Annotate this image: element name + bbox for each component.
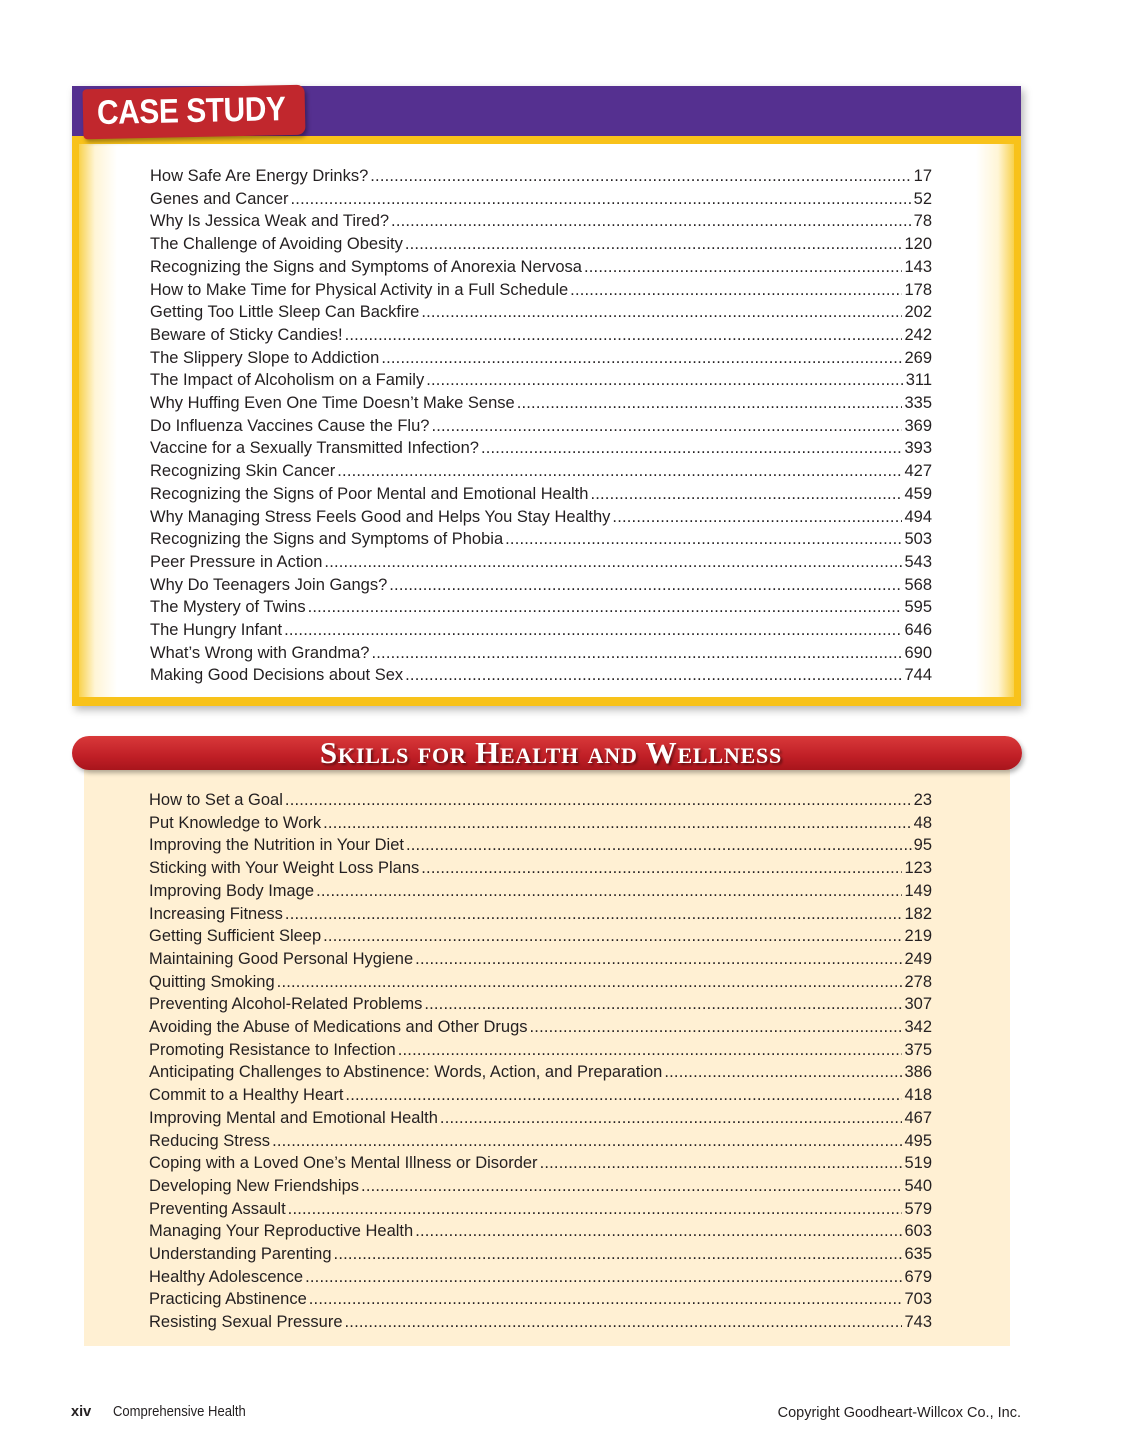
- toc-entry: [149, 903, 932, 926]
- toc-entry: [150, 415, 932, 438]
- toc-entry-title: Why Huffing Even One Time Doesn’t Make Sense: [150, 394, 515, 413]
- toc-entry: [149, 1130, 932, 1153]
- toc-entry: [150, 437, 932, 460]
- toc-entry: [149, 1243, 932, 1266]
- toc-entry-page: 369: [904, 416, 932, 435]
- toc-entry-page: 595: [904, 598, 932, 617]
- toc-entry: [150, 279, 932, 302]
- toc-entry: [149, 1288, 932, 1311]
- dot-leader: [324, 551, 902, 574]
- toc-entry-page: 242: [904, 325, 932, 344]
- dot-leader: [431, 415, 902, 438]
- toc-entry-page: 579: [904, 1199, 932, 1218]
- dot-leader: [284, 619, 902, 642]
- toc-entry: [150, 233, 932, 256]
- toc-entry-title: Healthy Adolescence: [149, 1267, 304, 1286]
- toc-entry-title: Coping with a Loved One’s Mental Illness or Disorder: [149, 1154, 538, 1173]
- toc-entry-title: Understanding Parenting: [149, 1245, 332, 1264]
- toc-entry-title: Maintaining Good Personal Hygiene: [149, 949, 414, 968]
- toc-entry-page: 543: [904, 552, 932, 571]
- dot-leader: [334, 1243, 903, 1266]
- dot-leader: [345, 1311, 903, 1334]
- toc-entry-title: Making Good Decisions about Sex: [150, 666, 404, 685]
- dot-leader: [530, 1016, 903, 1039]
- toc-entry-title: Why Managing Stress Feels Good and Helps You Stay Healthy: [150, 507, 611, 526]
- dot-leader: [517, 392, 903, 415]
- dot-leader: [421, 301, 902, 324]
- toc-entry-page: 178: [904, 280, 932, 299]
- toc-entry: [150, 301, 932, 324]
- footer-left: [71, 1404, 261, 1420]
- toc-entry-title: Improving Mental and Emotional Health: [149, 1108, 438, 1127]
- toc-entry-title: Vaccine for a Sexually Transmitted Infection?: [150, 439, 479, 458]
- dot-leader: [424, 993, 902, 1016]
- dot-leader: [345, 1084, 902, 1107]
- copyright-notice: Copyright Goodheart-Willcox Co., Inc.: [777, 1405, 1021, 1421]
- toc-entry-page: 342: [904, 1018, 932, 1037]
- toc-entry: [149, 993, 932, 1016]
- toc-entry-page: 519: [904, 1154, 932, 1173]
- toc-entry: [149, 925, 932, 948]
- toc-entry: [149, 880, 932, 903]
- toc-entry: [150, 619, 932, 642]
- case-study-title: CASE STUDY: [96, 90, 286, 133]
- dot-leader: [426, 369, 903, 392]
- skills-title: Skills for Health and Wellness: [319, 735, 783, 770]
- toc-entry-title: What’s Wrong with Grandma?: [150, 643, 370, 662]
- toc-entry: [149, 789, 932, 812]
- toc-entry: [149, 1220, 932, 1243]
- dot-leader: [664, 1061, 902, 1084]
- toc-entry: [150, 347, 932, 370]
- toc-entry-title: The Mystery of Twins: [150, 598, 306, 617]
- toc-entry: [150, 165, 932, 188]
- toc-entry: [149, 812, 932, 835]
- toc-entry-title: Increasing Fitness: [149, 904, 283, 923]
- toc-entry-page: 495: [904, 1131, 932, 1150]
- page-folio: xiv: [71, 1404, 92, 1420]
- dot-leader: [421, 857, 902, 880]
- toc-entry-page: 123: [904, 859, 932, 878]
- toc-entry-page: 744: [904, 666, 932, 685]
- toc-entry-page: 690: [904, 643, 932, 662]
- toc-entry-title: Do Influenza Vaccines Cause the Flu?: [150, 416, 430, 435]
- toc-entry-page: 311: [905, 371, 932, 390]
- dot-leader: [285, 789, 912, 812]
- dot-leader: [398, 1039, 903, 1062]
- dot-leader: [291, 188, 912, 211]
- toc-entry-title: The Challenge of Avoiding Obesity: [150, 235, 403, 254]
- toc-entry: [150, 506, 932, 529]
- toc-entry: [149, 971, 932, 994]
- toc-entry: [150, 574, 932, 597]
- toc-entry: [149, 857, 932, 880]
- toc-entry: [150, 664, 932, 687]
- toc-entry-title: Beware of Sticky Candies!: [150, 325, 343, 344]
- toc-entry-title: Quitting Smoking: [149, 972, 275, 991]
- toc-entry-title: The Slippery Slope to Addiction: [150, 348, 380, 367]
- dot-leader: [345, 324, 903, 347]
- toc-entry-page: 249: [904, 949, 932, 968]
- toc-entry: [150, 642, 932, 665]
- toc-entry-page: 120: [904, 235, 932, 254]
- toc-entry-page: 143: [904, 257, 932, 276]
- dot-leader: [391, 210, 912, 233]
- dot-leader: [505, 528, 902, 551]
- toc-entry: [149, 1152, 932, 1175]
- dot-leader: [288, 1198, 903, 1221]
- toc-entry-page: 182: [904, 904, 932, 923]
- dot-leader: [272, 1130, 902, 1153]
- toc-entry: [150, 369, 932, 392]
- dot-leader: [361, 1175, 902, 1198]
- toc-entry: [150, 392, 932, 415]
- toc-entry: [150, 551, 932, 574]
- toc-entry: [150, 528, 932, 551]
- toc-entry-title: Recognizing the Signs and Symptoms of Phobia: [150, 530, 504, 549]
- toc-entry: [150, 210, 932, 233]
- toc-entry-title: Recognizing the Signs of Poor Mental and Emotional Health: [150, 484, 589, 503]
- toc-entry-title: The Hungry Infant: [150, 621, 283, 640]
- dot-leader: [440, 1107, 903, 1130]
- toc-entry-page: 307: [904, 995, 932, 1014]
- toc-entry: [149, 1084, 932, 1107]
- toc-entry-title: Recognizing the Signs and Symptoms of Anorexia Nervosa: [150, 257, 582, 276]
- toc-entry: [149, 1061, 932, 1084]
- toc-entry-page: 703: [904, 1290, 932, 1309]
- toc-entry: [149, 1311, 932, 1334]
- toc-entry: [150, 324, 932, 347]
- toc-entry: [149, 834, 932, 857]
- toc-entry-title: Developing New Friendships: [149, 1176, 360, 1195]
- toc-entry-page: 386: [904, 1063, 932, 1082]
- toc-entry-page: 427: [904, 462, 932, 481]
- dot-leader: [406, 834, 912, 857]
- toc-entry-title: Resisting Sexual Pressure: [149, 1313, 343, 1332]
- dot-leader: [309, 1288, 903, 1311]
- toc-entry-page: 568: [904, 575, 932, 594]
- toc-entry: [150, 188, 932, 211]
- toc-entry-title: Genes and Cancer: [150, 189, 289, 208]
- toc-entry: [149, 1266, 932, 1289]
- dot-leader: [381, 347, 902, 370]
- toc-entry: [149, 1016, 932, 1039]
- dot-leader: [337, 460, 902, 483]
- dot-leader: [323, 925, 902, 948]
- toc-entry-title: Getting Too Little Sleep Can Backfire: [150, 303, 420, 322]
- toc-entry-page: 418: [904, 1086, 932, 1105]
- dot-leader: [277, 971, 903, 994]
- toc-entry-title: The Impact of Alcoholism on a Family: [150, 371, 425, 390]
- book-title: Comprehensive Health: [113, 1404, 246, 1420]
- dot-leader: [323, 812, 912, 835]
- dot-leader: [405, 233, 903, 256]
- toc-entry-title: Why Do Teenagers Join Gangs?: [150, 575, 388, 594]
- skills-banner: [72, 736, 1022, 770]
- toc-entry-page: 635: [904, 1245, 932, 1264]
- toc-entry-page: 278: [904, 972, 932, 991]
- toc-entry-page: 335: [904, 394, 932, 413]
- toc-entry-page: 679: [904, 1267, 932, 1286]
- toc-entry-page: 48: [913, 813, 932, 832]
- dot-leader: [285, 903, 903, 926]
- dot-leader: [308, 596, 903, 619]
- toc-entry: [150, 256, 932, 279]
- toc-entry-title: Peer Pressure in Action: [150, 552, 323, 571]
- toc-entry: [149, 1039, 932, 1062]
- skills-title-box: [233, 736, 869, 770]
- toc-entry-page: 149: [904, 881, 932, 900]
- toc-entry-page: 494: [904, 507, 932, 526]
- toc-entry-page: 540: [904, 1176, 932, 1195]
- toc-entry-page: 219: [904, 927, 932, 946]
- skills-list: [149, 789, 932, 1334]
- toc-entry-page: 23: [913, 791, 932, 809]
- dot-leader: [584, 256, 902, 279]
- toc-entry-page: 467: [904, 1108, 932, 1127]
- toc-entry: [150, 596, 932, 619]
- toc-entry: [150, 460, 932, 483]
- toc-entry-page: 375: [904, 1040, 932, 1059]
- toc-entry-title: Reducing Stress: [149, 1131, 271, 1150]
- toc-entry-page: 459: [904, 484, 932, 503]
- toc-entry-title: Anticipating Challenges to Abstinence: Words, Action, and Preparation: [149, 1063, 663, 1082]
- toc-entry-title: Improving Body Image: [149, 881, 315, 900]
- toc-entry-page: 269: [904, 348, 932, 367]
- dot-leader: [590, 483, 902, 506]
- dot-leader: [305, 1266, 902, 1289]
- dot-leader: [415, 948, 902, 971]
- dot-leader: [415, 1220, 902, 1243]
- toc-entry: [150, 483, 932, 506]
- toc-entry-title: Put Knowledge to Work: [149, 813, 322, 832]
- toc-entry-title: Getting Sufficient Sleep: [149, 927, 322, 946]
- toc-entry-page: 603: [904, 1222, 932, 1241]
- toc-entry-title: Preventing Assault: [149, 1199, 286, 1218]
- toc-entry: [149, 1107, 932, 1130]
- toc-entry-title: Avoiding the Abuse of Medications and Other Drugs: [149, 1018, 528, 1037]
- toc-entry-title: Recognizing Skin Cancer: [150, 462, 336, 481]
- toc-entry-page: 78: [913, 212, 932, 231]
- toc-entry-title: How to Make Time for Physical Activity in a Full Schedule: [150, 280, 569, 299]
- toc-entry-page: 95: [913, 836, 932, 855]
- toc-entry-title: How to Set a Goal: [149, 791, 283, 809]
- dot-leader: [570, 279, 902, 302]
- toc-entry-title: Promoting Resistance to Infection: [149, 1040, 396, 1059]
- toc-entry: [149, 948, 932, 971]
- toc-entry-page: 393: [904, 439, 932, 458]
- toc-entry-title: How Safe Are Energy Drinks?: [150, 167, 369, 185]
- dot-leader: [612, 506, 902, 529]
- toc-entry-page: 17: [913, 167, 932, 185]
- toc-entry-title: Practicing Abstinence: [149, 1290, 307, 1309]
- toc-entry-title: Managing Your Reproductive Health: [149, 1222, 414, 1241]
- dot-leader: [389, 574, 902, 597]
- case-study-list: [150, 165, 932, 687]
- dot-leader: [371, 642, 902, 665]
- dot-leader: [405, 664, 902, 687]
- toc-entry-page: 743: [904, 1313, 932, 1332]
- toc-entry-page: 202: [904, 303, 932, 322]
- toc-entry-title: Why Is Jessica Weak and Tired?: [150, 212, 390, 231]
- dot-leader: [540, 1152, 903, 1175]
- toc-entry-title: Improving the Nutrition in Your Diet: [149, 836, 404, 855]
- toc-entry-title: Commit to a Healthy Heart: [149, 1086, 344, 1105]
- toc-entry-page: 646: [904, 621, 932, 640]
- toc-entry: [149, 1175, 932, 1198]
- toc-entry-page: 52: [913, 189, 932, 208]
- toc-entry-page: 503: [904, 530, 932, 549]
- dot-leader: [370, 165, 911, 188]
- dot-leader: [316, 880, 902, 903]
- dot-leader: [481, 437, 903, 460]
- toc-entry-title: Sticking with Your Weight Loss Plans: [149, 859, 420, 878]
- toc-entry: [149, 1198, 932, 1221]
- toc-entry-title: Preventing Alcohol-Related Problems: [149, 995, 423, 1014]
